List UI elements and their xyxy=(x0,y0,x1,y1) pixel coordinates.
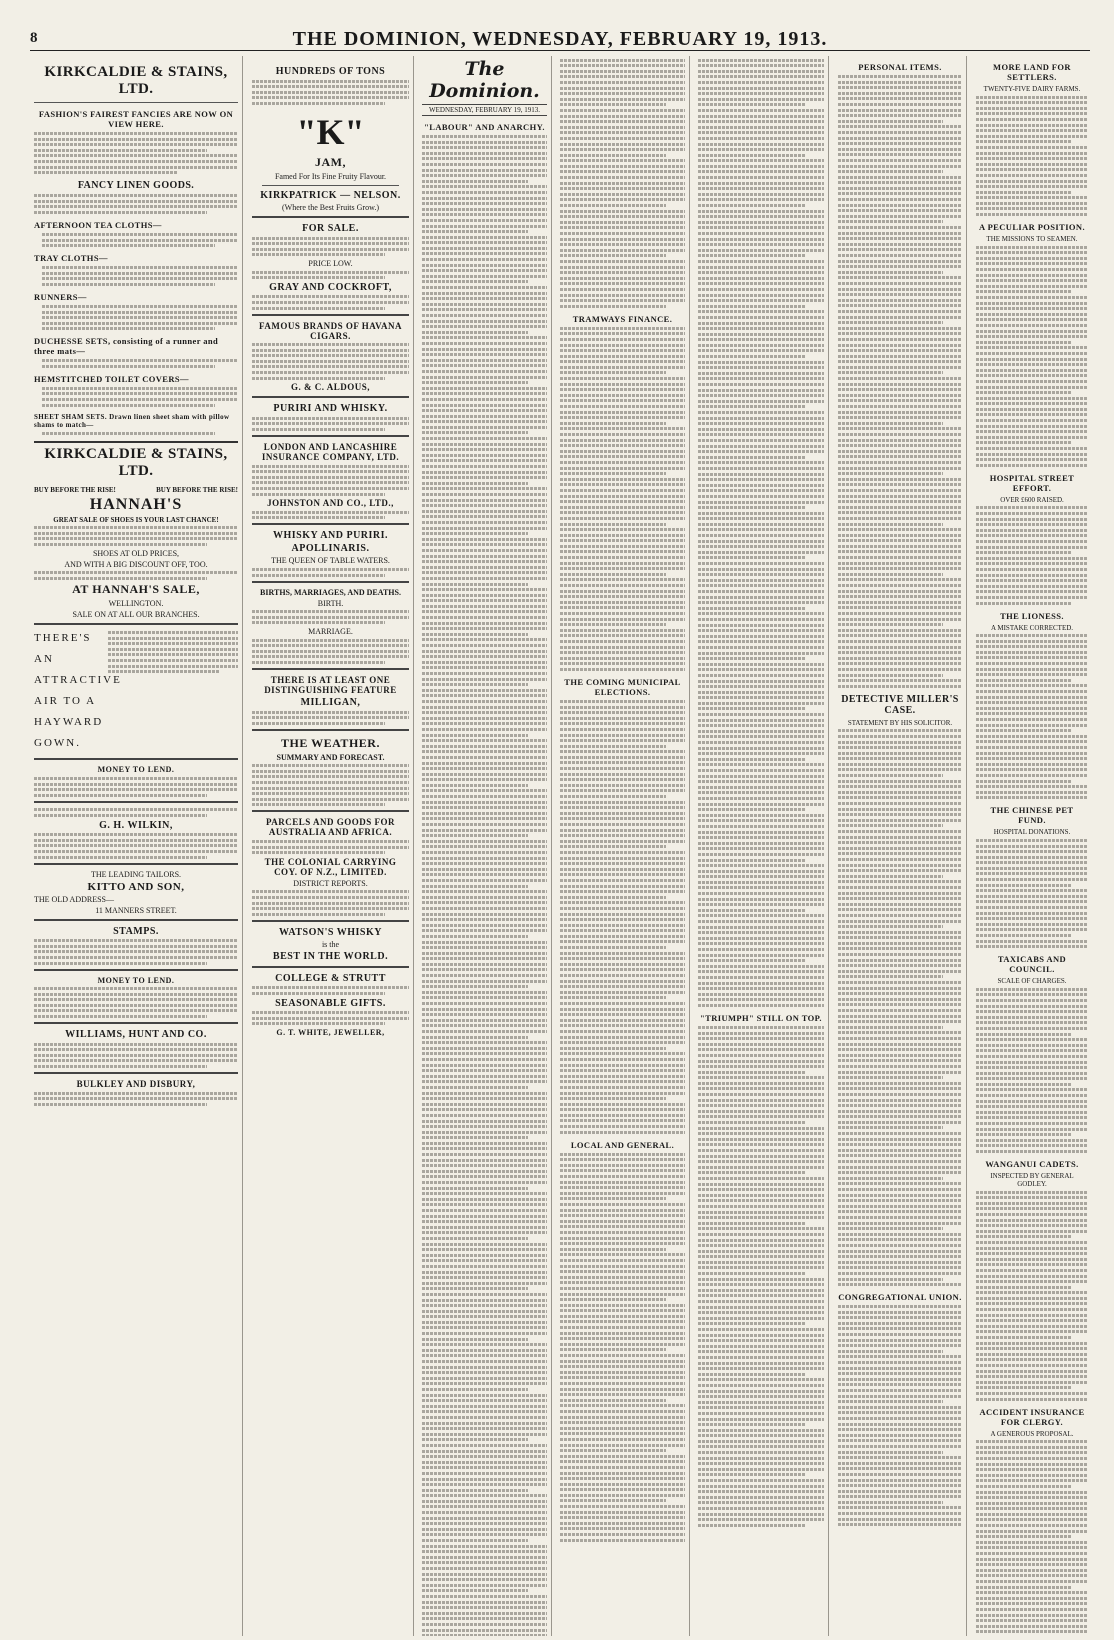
marriage-label: MARRIAGE. xyxy=(308,626,353,636)
column-6 xyxy=(834,56,967,1636)
body-text xyxy=(838,1305,962,1526)
tray-heading: TRAY CLOTHS— xyxy=(34,253,108,264)
column-2 xyxy=(248,56,414,1636)
birth-label: BIRTH. xyxy=(317,598,344,608)
best-fruits: (Where the Best Fruits Grow.) xyxy=(281,202,379,212)
college-strutt: COLLEGE & STRUTT xyxy=(275,972,386,984)
discount-line: AND WITH A BIG DISCOUNT OFF, TOO. xyxy=(64,559,208,569)
hemstitched-heading: HEMSTITCHED TOILET COVERS— xyxy=(34,373,189,384)
buy-before-2: BUY BEFORE THE RISE! xyxy=(156,485,238,494)
missions-subheading: THE MISSIONS TO SEAMEN. xyxy=(986,235,1078,244)
body-text xyxy=(976,988,1088,1153)
linen-heading: FANCY LINEN GOODS. xyxy=(77,180,195,192)
accident-heading: ACCIDENT INSURANCE FOR CLERGY. xyxy=(979,1406,1085,1427)
scale-subheading: SCALE OF CHARGES. xyxy=(997,977,1067,986)
body-text xyxy=(560,59,685,308)
body-text xyxy=(422,135,547,1636)
money-heading-2: MONEY TO LEND. xyxy=(97,975,175,985)
body-text xyxy=(976,246,1088,467)
births-heading: BIRTHS, MARRIAGES, AND DEATHS. xyxy=(260,587,401,597)
whisky-puriri: WHISKY AND PURIRI. xyxy=(272,530,389,542)
column-5 xyxy=(694,56,829,1636)
body-text xyxy=(560,700,685,1134)
famed-line: Famed For Its Fine Fruity Flavour. xyxy=(274,171,387,181)
stamps-heading: STAMPS. xyxy=(113,925,159,937)
colonial-carrying: THE COLONIAL CARRYING COY. OF N.Z., LIMITED. xyxy=(264,856,397,877)
k-jam-logo: "K" xyxy=(296,111,365,152)
white-jeweller: G. T. WHITE, JEWELLER, xyxy=(276,1027,385,1037)
body-text xyxy=(976,1191,1088,1401)
mistake-subheading: A MISTAKE CORRECTED. xyxy=(990,623,1074,632)
chinese-heading: THE CHINESE PET FUND. xyxy=(990,805,1074,826)
afternoon-heading: AFTERNOON TEA CLOTHS— xyxy=(34,219,162,230)
body-text xyxy=(976,96,1088,216)
kitto-name: KITTO AND SON, xyxy=(87,880,185,893)
weather-heading: THE WEATHER. xyxy=(281,735,380,750)
statement-subheading: STATEMENT BY HIS SOLICITOR. xyxy=(847,718,953,727)
old-address: THE OLD ADDRESS— xyxy=(34,894,115,904)
body-text xyxy=(976,634,1088,799)
bulkley-name: BULKLEY AND DISBURY, xyxy=(76,1079,196,1090)
body-text xyxy=(560,327,685,671)
dairy-subheading: TWENTY-FIVE DAIRY FARMS. xyxy=(983,85,1081,93)
hospital-heading: HOSPITAL STREET EFFORT. xyxy=(989,472,1075,493)
aldous-name: G. & C. ALDOUS, xyxy=(290,382,370,393)
there-is-feature: THERE IS AT LEAST ONE DISTINGUISHING FEATURE xyxy=(264,674,397,695)
body-text xyxy=(838,729,962,1286)
column-4 xyxy=(556,56,690,1636)
body-text xyxy=(698,59,824,1007)
kirkcaldie-heading: KIRKCALDIE & STAINS, LTD. xyxy=(44,64,228,97)
body-text xyxy=(698,1026,824,1527)
tramways-heading: TRAMWAYS FINANCE. xyxy=(572,313,673,324)
is-the: is the xyxy=(321,939,340,949)
column-1 xyxy=(30,56,243,1636)
sheet-heading: SHEET SHAM SETS. Drawn linen sheet sham with pillow shams to match— xyxy=(34,412,230,429)
page-title: THE DOMINION, WEDNESDAY, FEBRUARY 19, 1913. xyxy=(292,28,828,50)
hannahs-heading: HANNAH'S xyxy=(89,495,183,513)
body-text xyxy=(976,1440,1088,1636)
page-number: 8 xyxy=(30,30,38,46)
column-3 xyxy=(418,56,552,1636)
column-7 xyxy=(972,56,1092,1636)
williams-name: WILLIAMS, HUNT AND CO. xyxy=(65,1029,207,1041)
queen-waters: THE QUEEN OF TABLE WATERS. xyxy=(271,556,390,566)
wanganui-heading: WANGANUI CADETS. xyxy=(985,1159,1079,1169)
famous-brands: FAMOUS BRANDS OF HAVANA CIGARS. xyxy=(259,320,402,341)
gray-cockroft: GRAY AND COCKROFT, xyxy=(269,281,392,293)
personal-heading: PERSONAL ITEMS. xyxy=(858,62,942,72)
runners-heading: RUNNERS— xyxy=(34,291,87,302)
milligan-name: MILLIGAN, xyxy=(300,696,361,708)
taxicabs-heading: TAXICABS AND COUNCIL. xyxy=(997,954,1067,975)
body-text xyxy=(560,1153,685,1542)
municipal-heading: THE COMING MUNICIPAL ELECTIONS. xyxy=(564,676,681,697)
jam-label: JAM, xyxy=(315,154,346,169)
johnston-name: JOHNSTON AND CO., LTD., xyxy=(267,498,394,509)
triumph-heading: "TRIUMPH" STILL ON TOP. xyxy=(700,1012,822,1023)
buy-before-1: BUY BEFORE THE RISE! xyxy=(34,485,116,494)
congregational-heading: CONGREGATIONAL UNION. xyxy=(838,1292,962,1303)
more-land-heading: MORE LAND FOR SETTLERS. xyxy=(993,62,1071,82)
hannahs-sale: AT HANNAH'S SALE, xyxy=(72,582,200,597)
leading-tailors: THE LEADING TAILORS. xyxy=(90,869,182,879)
fancies-heading: FASHION'S FAIREST FANCIES ARE NOW ON VIEW HERE. xyxy=(38,109,234,129)
apollinaris-heading: APOLLINARIS. xyxy=(291,543,370,555)
dominion-masthead: The Dominion. xyxy=(429,58,540,102)
kirkcaldie-heading-2: KIRKCALDIE & STAINS, LTD. xyxy=(34,441,238,480)
body-text xyxy=(838,75,962,688)
page-header xyxy=(30,28,1090,51)
body-text xyxy=(976,839,1088,948)
old-prices: SHOES AT OLD PRICES, xyxy=(92,548,180,558)
great-sale-line: GREAT SALE OF SHOES IS YOUR LAST CHANCE! xyxy=(53,515,219,524)
london-lancashire: LONDON AND LANCASHIRE INSURANCE COMPANY, LTD. xyxy=(261,442,400,463)
labour-heading: "LABOUR" AND ANARCHY. xyxy=(424,122,545,132)
price-low: PRICE LOW. xyxy=(308,258,353,268)
generous-subheading: A GENEROUS PROPOSAL. xyxy=(990,1429,1074,1438)
summary-heading: SUMMARY AND FORECAST. xyxy=(276,752,385,762)
district-reports: DISTRICT REPORTS. xyxy=(293,878,368,888)
hayward-ad: THERE'S AN ATTRACTIVE AIR TO A HAYWARD GOWN. xyxy=(34,632,122,750)
hannahs-wellington: WELLINGTON. xyxy=(108,599,164,609)
branches-line: SALE ON AT ALL OUR BRANCHES. xyxy=(72,610,200,620)
watsons-whisky: WATSON'S WHISKY xyxy=(279,926,382,938)
inspected-subheading: INSPECTED BY GENERAL GODLEY. xyxy=(990,1172,1074,1188)
best-in-world: BEST IN THE WORLD. xyxy=(272,950,389,962)
manners-street: 11 MANNERS STREET. xyxy=(95,905,177,915)
editorial-date: WEDNESDAY, FEBRUARY 19, 1913. xyxy=(422,104,547,116)
over-raised: OVER £600 RAISED. xyxy=(1000,495,1064,504)
seasonable-gifts: SEASONABLE GIFTS. xyxy=(275,997,386,1009)
money-heading: MONEY TO LEND. xyxy=(97,765,175,775)
parcels-heading: PARCELS AND GOODS FOR AUSTRALIA AND AFRICA. xyxy=(265,817,396,838)
kirkpatrick-name: KIRKPATRICK — NELSON. xyxy=(260,189,401,201)
body-text xyxy=(976,506,1088,604)
for-sale-heading: FOR SALE. xyxy=(302,222,359,234)
donations-subheading: HOSPITAL DONATIONS. xyxy=(993,828,1071,837)
wilkin-name: G. H. WILKIN, xyxy=(99,819,173,831)
lioness-heading: THE LIONESS. xyxy=(1000,610,1064,621)
peculiar-heading: A PECULIAR POSITION. xyxy=(978,222,1085,233)
local-heading: LOCAL AND GENERAL. xyxy=(570,1139,675,1150)
hundreds-heading: HUNDREDS OF TONS xyxy=(275,66,386,77)
duchesse-heading: DUCHESSE SETS, consisting of a runner and three mats— xyxy=(34,336,219,357)
puriri-heading: PURIRI AND WHISKY. xyxy=(273,403,388,415)
detective-heading: DETECTIVE MILLER'S CASE. xyxy=(841,693,959,716)
